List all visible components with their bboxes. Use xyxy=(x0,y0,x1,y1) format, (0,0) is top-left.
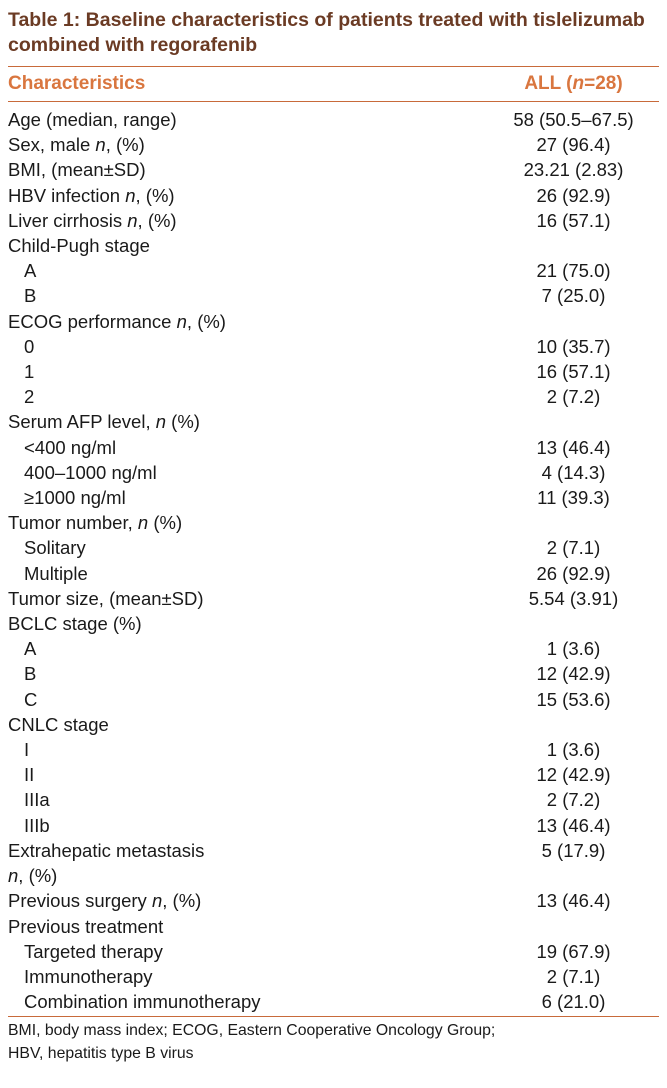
row-value: 10 (35.7) xyxy=(536,335,611,357)
row-label: 1 xyxy=(24,361,35,383)
row-label: IIIa xyxy=(24,789,50,811)
table-row xyxy=(8,586,659,611)
table-row xyxy=(8,435,659,460)
row-label: 400–1000 ng/ml xyxy=(24,461,157,483)
table-row xyxy=(8,687,659,712)
table-row xyxy=(8,661,659,686)
table-header-row xyxy=(8,67,659,102)
table-body xyxy=(8,102,659,1015)
row-label: B xyxy=(24,663,37,685)
row-label: IIIb xyxy=(24,814,50,836)
row-value: 2 (7.1) xyxy=(546,965,601,987)
row-value xyxy=(478,309,659,334)
table-footnote: BMI, body mass index; ECOG, Eastern Cooperative Oncology Group; HBV, hepatitis type B virus xyxy=(8,1022,496,1063)
row-value: 16 (57.1) xyxy=(536,361,611,383)
row-value: 58 (50.5–67.5) xyxy=(513,109,634,130)
table-row xyxy=(8,712,659,737)
row-label: Sex, male n, (%) xyxy=(8,134,145,156)
row-label: Targeted therapy xyxy=(24,940,163,962)
table-row xyxy=(8,132,659,157)
table-row xyxy=(8,813,659,838)
row-label: Serum AFP level, n (%) xyxy=(8,411,200,433)
row-value: 13 (46.4) xyxy=(536,436,611,458)
table-row xyxy=(8,964,659,989)
row-value xyxy=(478,409,659,434)
row-value: 2 (7.2) xyxy=(546,386,601,408)
table-row xyxy=(8,888,659,913)
row-value xyxy=(478,863,659,888)
row-value xyxy=(478,233,659,258)
row-value: 23.21 (2.83) xyxy=(523,159,624,181)
table-row xyxy=(8,258,659,283)
header-all-prefix: ALL ( xyxy=(524,73,573,94)
row-value: 15 (53.6) xyxy=(536,688,611,710)
table-row xyxy=(8,636,659,661)
table-row xyxy=(8,208,659,233)
table-row xyxy=(8,409,659,434)
table-row xyxy=(8,102,659,133)
row-label: ≥1000 ng/ml xyxy=(24,487,126,509)
table-row xyxy=(8,989,659,1014)
bottom-rule xyxy=(8,1016,659,1017)
row-label: Age (median, range) xyxy=(8,109,177,130)
table-row xyxy=(8,334,659,359)
row-value: 26 (92.9) xyxy=(536,184,611,206)
row-label: CNLC stage xyxy=(8,713,109,735)
table-row xyxy=(8,939,659,964)
table-row xyxy=(8,863,659,888)
row-label: ECOG performance n, (%) xyxy=(8,310,226,332)
row-label: Extrahepatic metastasis xyxy=(8,839,205,861)
header-all-n: n xyxy=(572,73,585,94)
characteristics-table xyxy=(8,67,659,1014)
row-label: n, (%) xyxy=(8,865,58,887)
row-label: Liver cirrhosis n, (%) xyxy=(8,209,177,231)
row-value xyxy=(478,712,659,737)
row-label: Tumor size, (mean±SD) xyxy=(8,587,204,609)
row-label: Multiple xyxy=(24,562,88,584)
row-label: A xyxy=(24,260,37,282)
table-row xyxy=(8,737,659,762)
row-value: 1 (3.6) xyxy=(546,739,601,761)
table-row xyxy=(8,787,659,812)
table-row xyxy=(8,535,659,560)
table-row xyxy=(8,157,659,182)
row-label: A xyxy=(24,638,37,660)
table-row xyxy=(8,183,659,208)
row-value: 2 (7.2) xyxy=(546,789,601,811)
row-value: 26 (92.9) xyxy=(536,562,611,584)
row-label: Tumor number, n (%) xyxy=(8,512,183,534)
row-value: 6 (21.0) xyxy=(541,991,606,1013)
table-row xyxy=(8,309,659,334)
row-label: I xyxy=(24,739,30,761)
row-value: 1 (3.6) xyxy=(546,638,601,660)
table-row xyxy=(8,914,659,939)
table-row xyxy=(8,561,659,586)
row-label: Immunotherapy xyxy=(24,965,153,987)
row-value: 12 (42.9) xyxy=(536,663,611,685)
row-value xyxy=(478,510,659,535)
table-row xyxy=(8,460,659,485)
row-label: Solitary xyxy=(24,537,86,559)
table-row xyxy=(8,485,659,510)
row-label: HBV infection n, (%) xyxy=(8,184,175,206)
row-label: 2 xyxy=(24,386,35,408)
table-row xyxy=(8,611,659,636)
row-label: Combination immunotherapy xyxy=(24,991,261,1013)
row-value: 12 (42.9) xyxy=(536,764,611,786)
table-row xyxy=(8,359,659,384)
row-label: BCLC stage (%) xyxy=(8,613,142,635)
table-row xyxy=(8,283,659,308)
table-title: Table 1: Baseline characteristics of patients treated with tislelizumab combined with regorafenib xyxy=(8,9,645,56)
row-label: <400 ng/ml xyxy=(24,436,117,458)
row-label: Child-Pugh stage xyxy=(8,235,150,257)
row-value: 4 (14.3) xyxy=(541,461,606,483)
header-all xyxy=(478,67,659,102)
row-label: II xyxy=(24,764,35,786)
table-row xyxy=(8,510,659,535)
table-row xyxy=(8,762,659,787)
row-value: 13 (46.4) xyxy=(536,890,611,912)
row-label: Previous surgery n, (%) xyxy=(8,890,202,912)
row-value: 21 (75.0) xyxy=(536,260,611,282)
row-value: 27 (96.4) xyxy=(536,134,611,156)
row-value: 13 (46.4) xyxy=(536,814,611,836)
row-value: 11 (39.3) xyxy=(537,487,610,509)
row-label: C xyxy=(24,688,38,710)
row-label: 0 xyxy=(24,335,35,357)
row-value: 7 (25.0) xyxy=(541,285,606,307)
header-all-suffix: =28) xyxy=(584,73,623,94)
row-value: 16 (57.1) xyxy=(536,209,611,231)
row-value: 5 (17.9) xyxy=(541,839,606,861)
row-value xyxy=(478,611,659,636)
header-characteristics: Characteristics xyxy=(8,67,478,102)
row-label: BMI, (mean±SD) xyxy=(8,159,146,181)
row-value: 2 (7.1) xyxy=(546,537,601,559)
row-value xyxy=(478,914,659,939)
table-row xyxy=(8,233,659,258)
row-label: B xyxy=(24,285,37,307)
row-value: 19 (67.9) xyxy=(536,940,611,962)
table-row xyxy=(8,384,659,409)
table-row xyxy=(8,838,659,863)
row-label: Previous treatment xyxy=(8,915,164,937)
row-value: 5.54 (3.91) xyxy=(528,587,619,609)
